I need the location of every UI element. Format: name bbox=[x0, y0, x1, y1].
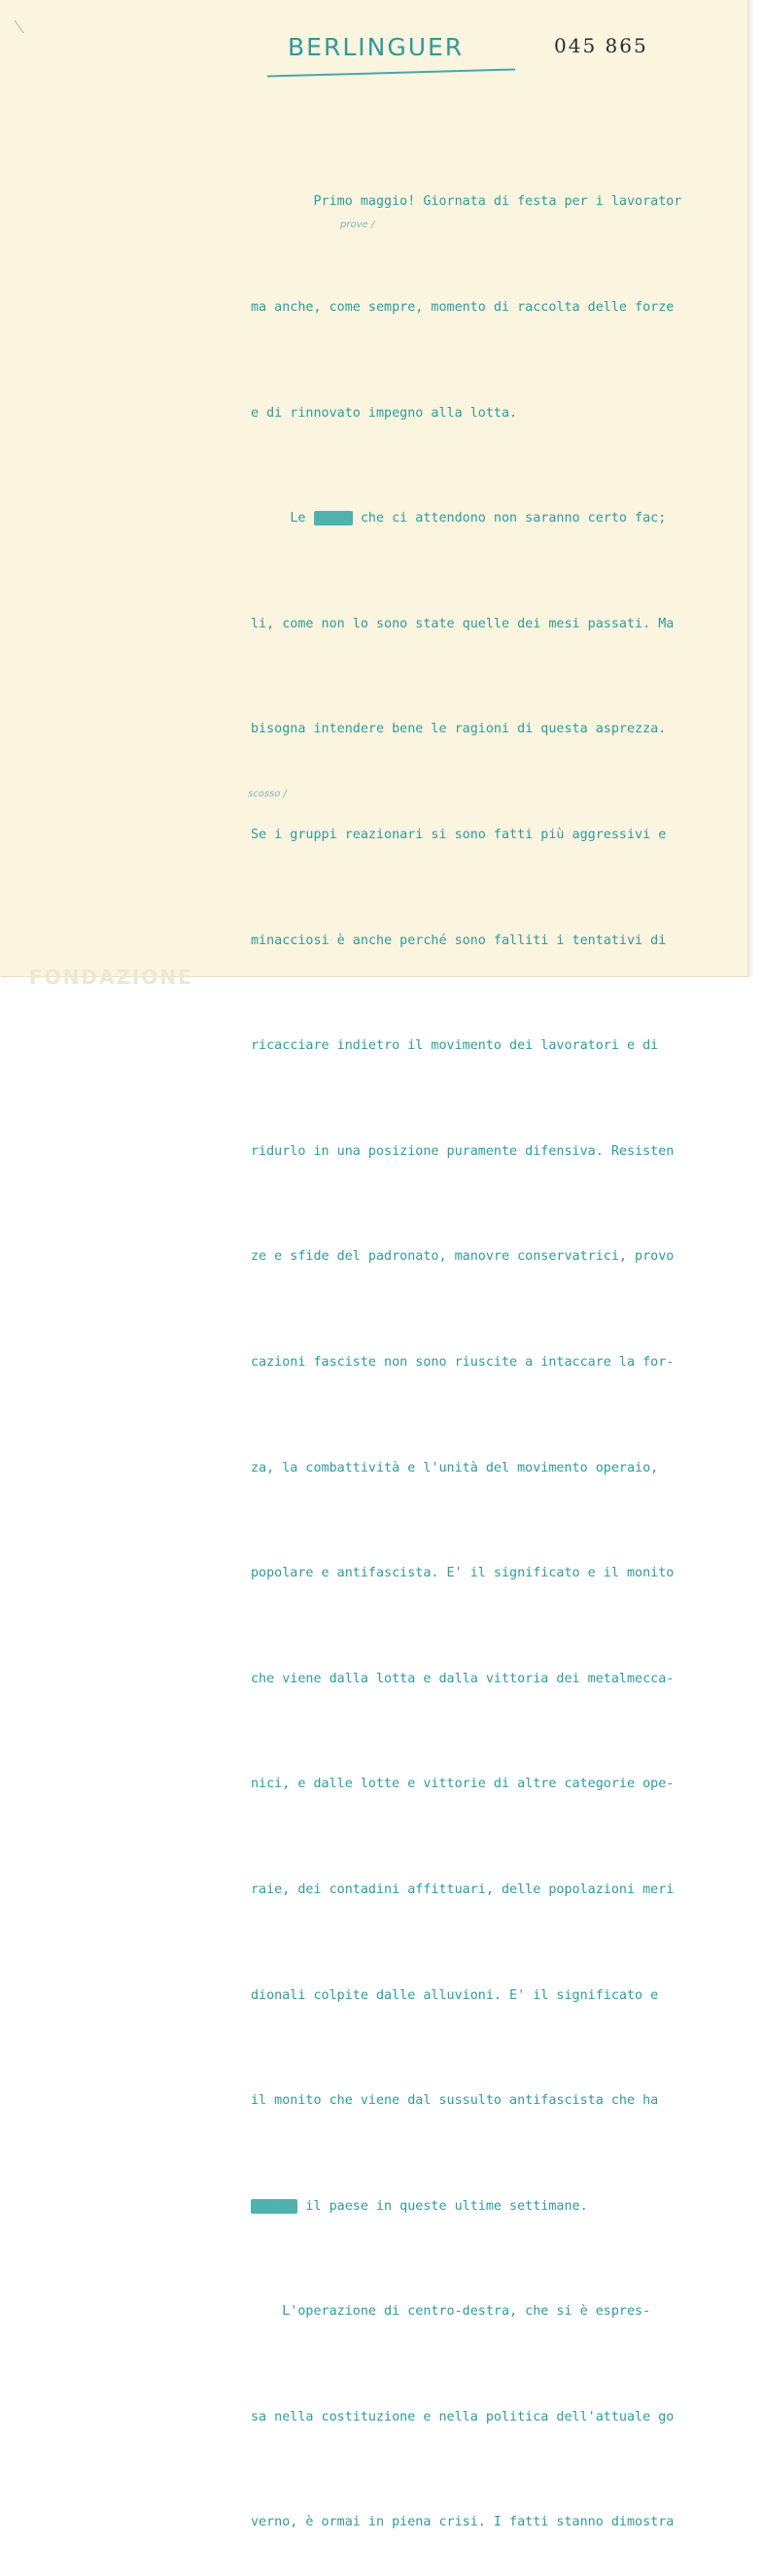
text-line: li, come non lo sono state quelle dei mesi passati. Ma bbox=[251, 616, 675, 631]
text-line: ma anche, come sempre, momento di raccolta delle forze bbox=[251, 300, 675, 315]
archive-watermark: FONDAZIONE bbox=[29, 966, 193, 989]
text-line: Le lotte che ci attendono non saranno certo fac; bbox=[290, 511, 667, 526]
text-line: Primo maggio! Giornata di festa per i lavorator bbox=[313, 194, 682, 210]
text-line: sa nella costituzione e nella politica dell'attuale go bbox=[251, 2409, 675, 2424]
text-line: e di rinnovato impegno alla lotta. bbox=[251, 405, 518, 421]
text-line: che viene dalla lotta e dalla vittoria dei metalmecca- bbox=[251, 1671, 675, 1686]
text-line: nici, e dalle lotte e vittorie di altre categorie ope- bbox=[251, 1777, 675, 1792]
text-line: Se i gruppi reazionari si sono fatti più aggressivi e bbox=[251, 827, 667, 842]
text-line: bisogna intendere bene le ragioni di questa asprezza. bbox=[251, 722, 667, 737]
text-line: popolare e antifascista. E' il significato e il monito bbox=[251, 1566, 675, 1581]
typed-body-text bbox=[251, 115, 756, 2576]
text-line: raie, dei contadini affittuari, delle popolazioni meri bbox=[251, 1881, 675, 1897]
handwritten-correction-prove: prove / bbox=[340, 220, 375, 230]
handwritten-correction-scosso: scosso / bbox=[248, 789, 287, 799]
text-line: dionali colpite dalle alluvioni. E' il significato e bbox=[251, 1987, 659, 2003]
text-line: ricacciare indietro il movimento dei lavoratori e di bbox=[251, 1038, 659, 1054]
struck-word: scosso bbox=[251, 2198, 298, 2214]
text-line: minacciosi è anche perché sono falliti i tentativi di bbox=[251, 932, 667, 948]
document-number: 045 865 bbox=[554, 34, 648, 57]
text-line: ridurlo in una posizione puramente difensiva. Resisten bbox=[251, 1143, 675, 1159]
text-line: il monito che viene dal sussulto antifascista che ha bbox=[251, 2093, 659, 2109]
handwritten-author-name: BERLINGUER bbox=[288, 33, 465, 61]
text-line: L'operazione di centro-destra, che si è espres- bbox=[251, 2304, 651, 2320]
text-line: cazioni fasciste non sono riuscite a intaccare la for- bbox=[251, 1354, 675, 1370]
struck-word: lotte bbox=[313, 511, 353, 526]
text-line: verno, è ormai in piena crisi. I fatti stanno dimostra bbox=[251, 2515, 675, 2530]
text-line: scosso il paese in queste ultime settimane. bbox=[251, 2198, 588, 2214]
text-line: za, la combattività e l'unità del movimento operaio, bbox=[251, 1460, 659, 1475]
text-line: ze e sfide del padronato, manovre conservatrici, provo bbox=[251, 1249, 675, 1265]
